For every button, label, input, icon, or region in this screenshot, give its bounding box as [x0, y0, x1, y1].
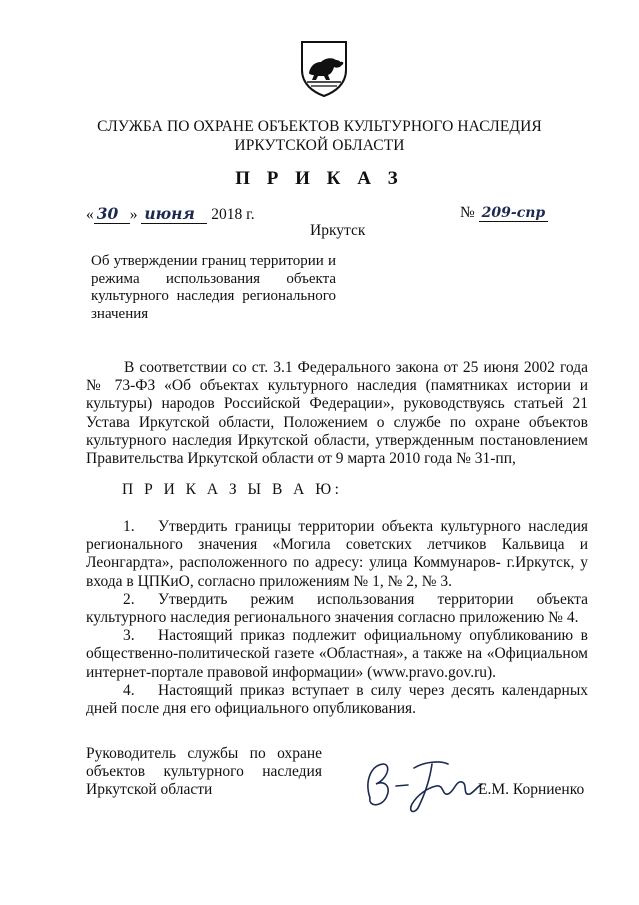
irkutsk-coat-of-arms-icon	[299, 40, 349, 98]
preamble-paragraph	[86, 359, 588, 468]
number-value: 209-спр	[479, 205, 549, 222]
signatory-position: Руководитель службы по охране объектов культурного наследия Иркутской области	[86, 745, 322, 798]
organization-line-1: СЛУЖБА ПО ОХРАНЕ ОБЪЕКТОВ КУЛЬТУРНОГО НАСЛЕДИЯ	[97, 118, 542, 135]
document-type-title: П Р И К А З	[235, 168, 404, 189]
document-date	[86, 204, 255, 224]
date-month: июня	[141, 204, 207, 224]
order-item-number: 3.	[123, 627, 135, 645]
organization-name	[60, 117, 579, 155]
order-item-number: 1.	[123, 518, 135, 535]
document-subject: Об утверждении границ территории и режима использования объекта культурного наследия регионального значения	[91, 253, 336, 322]
date-day: 30	[94, 204, 130, 224]
order-item	[86, 627, 588, 682]
order-item	[86, 682, 588, 718]
date-open-quote: «	[86, 206, 94, 223]
order-item-number: 2.	[123, 590, 135, 608]
date-year: 2018 г.	[211, 206, 255, 223]
preamble-text: В соответствии со ст. 3.1 Федерального закона от 25 июня 2002 года № 73-ФЗ «Об объектах культурного наследия (памятниках истории и культуры) народов Российской Федерации», руководствуясь статьей 21 Устава Иркутской области, Положением о службе по охране объектов культурного наследия Иркутской области, утвержденным постановлением Правительства Иркутской области от 9 марта 2010 года № 31-пп,	[86, 359, 588, 468]
organization-line-2: ИРКУТСКОЙ ОБЛАСТИ	[234, 137, 405, 154]
order-item-number: 4.	[123, 681, 135, 699]
handwritten-signature	[362, 750, 486, 820]
order-item-text: Настоящий приказ вступает в силу через десять календарных дней после дня его официального опубликования.	[86, 681, 588, 718]
city: Иркутск	[310, 222, 366, 239]
order-item	[86, 518, 588, 591]
date-close-quote: »	[129, 206, 138, 223]
order-items	[86, 518, 588, 718]
number-label: №	[460, 204, 475, 221]
document-number	[460, 204, 548, 222]
signatory-name: Е.М. Корниенко	[478, 781, 585, 798]
order-item-text: Настоящий приказ подлежит официальному опубликованию в общественно-политической газете «Областная», а также на «Официальном интернет-портале правовой информации» (www.pravo.gov.ru).	[86, 627, 588, 681]
order-heading: П Р И К А З Ы В А Ю:	[122, 481, 343, 498]
order-item-text: Утвердить режим использования территории объекта культурного наследия регионального значения согласно приложению № 4.	[86, 590, 588, 627]
order-item-text: Утвердить границы территории объекта культурного наследия регионального значения «Могила советских летчиков Кальвица и Леонгардта», расположенного по адресу: улица Коммунаров- г.Иркутск, у входа в ЦПКиО, согласно приложениям № 1, № 2, № 3.	[86, 518, 588, 590]
order-item	[86, 591, 588, 627]
